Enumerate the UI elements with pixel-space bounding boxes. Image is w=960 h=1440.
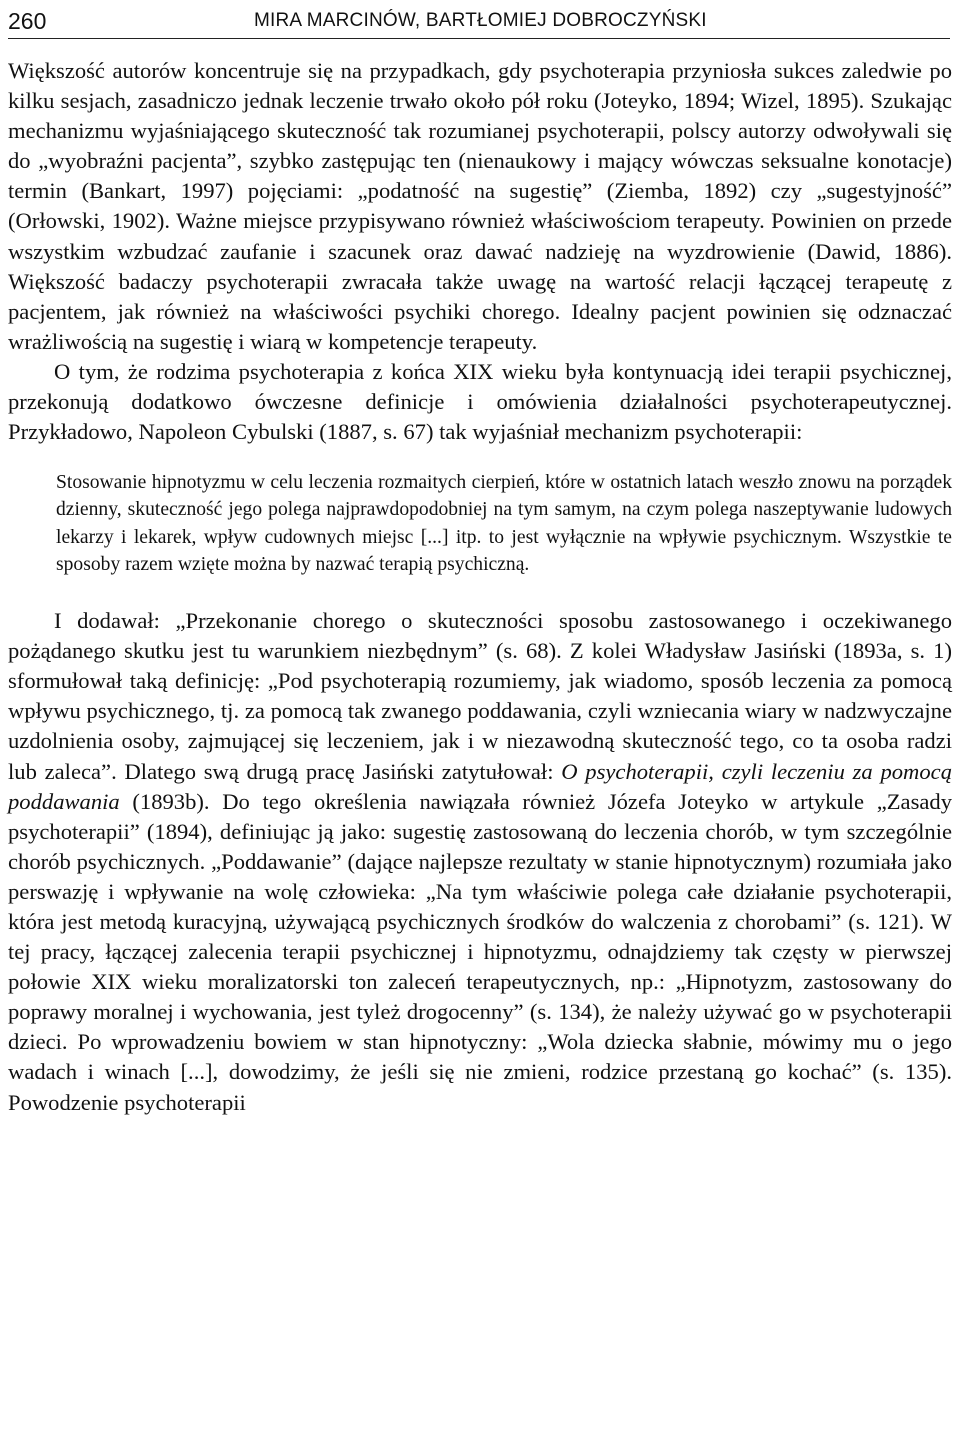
paragraph: Większość autorów koncentruje się na przypadkach, gdy psychoterapia przyniosła sukces zaledwie po kilku sesjach, zasadniczo jednak leczenie trwało około pół roku (Joteyko, 1894; Wizel, 1895). Szukając mechanizmu wyjaśniającego skuteczność tak rozumianej psychoterapii, polscy autorzy odwoływali się do „wyobraźni pacjenta”, szybko zastępując ten (nienaukowy i mający wówczas seksualne konotacje) termin (Bankart, 1997) pojęciami: „podatność na sugestię” (Ziemba, 1892) czy „sugestyjność” (Orłowski, 1902). Ważne miejsce przypisywano również właściwościom terapeuty. Powinien on przede wszystkim wzbudzać zaufanie i szacunek oraz dawać nadzieję na wyzdrowienie (Dawid, 1886). Większość badaczy psychoterapii zwracała także uwagę na wartość relacji łączącej terapeutę z pacjentem, jak również na właściwości psychiki chorego. Idealny pacjent powinien się odznaczać wrażliwością na sugestię i wiarą w kompetencje terapeuty. <box>8 58 952 354</box>
body-text <box>8 56 952 1118</box>
header-authors: MIRA MARCINÓW, BARTŁOMIEJ DOBROCZYŃSKI <box>254 10 707 31</box>
running-header <box>8 6 950 39</box>
paragraph-text: I dodawał: „Przekonanie chorego o skuteczności sposobu zastosowanego i oczekiwanego pożądanego skutku jest tu warunkiem niezbędnym” (s. 68). Z kolei Władysław Jasiński (1893a, s. 1) sformułował taką definicję: „Pod psychoterapią rozumiemy, jak wiadomo, sposób leczenia za pomocą wpływu psychicznego, tj. za pomocą tak zwanego poddawania, czyli wzniecania wiary w nadzwyczajne uzdolnienia osoby, zajmującej się leczeniem, jak i w niezawodną skuteczność tego, co ta osoba radzi lub zaleca”. Dlatego swą drugą pracę Jasiński zatytułował: <box>8 608 952 784</box>
page-number: 260 <box>8 8 47 34</box>
paragraph-text: (1893b). Do tego określenia nawiązała również Józefa Joteyko w artykule „Zasady psychoterapii” (1894), definiując ją jako: sugestię zastosowaną do leczenia chorób, w tym szczególnie chorób psychicznych. „Poddawanie” (dające najlepsze rezultaty w stanie hipnotycznym) rozumiała jako perswazję i wpływanie na wolę człowieka: „Na tym właściwie polega całe działanie psychoterapii, która jest metodą kuracyjną, używającą psychicznych środków do walczenia z chorobami” (s. 121). W tej pracy, łączącej zalecenia terapii psychicznej i hipnotyzmu, odnajdziemy tak częsty w pierwszej połowie XIX wieku moralizatorski ton zaleceń terapeutycznych, np.: „Hipnotyzm, zastosowany do poprawy moralnej i wychowania, jest tyleż drogocenny” (s. 134), że należy używać go w psychoterapii dzieci. Po wprowadzeniu bowiem w stan hipnotyczny: „Wola dziecka słabnie, mówimy mu o jego wadach i winach [...], dowodzimy, że jeśli się nie zmieni, rodzice przestaną go kochać” (s. 135). Powodzenie psychoterapii <box>8 788 952 1115</box>
paragraph <box>8 606 952 1118</box>
paragraph: O tym, że rodzima psychoterapia z końca XIX wieku była kontynuacją idei terapii psychicznej, przekonują dodatkowo ówczesne definicje i omówienia działalności psychoterapeutycznej. Przykładowo, Napoleon Cybulski (1887, s. 67) tak wyjaśniał mechanizm psychoterapii: <box>8 358 952 445</box>
italic-book-title: O psychoterapii, czyli leczeniu za pomocą poddawania <box>8 758 952 814</box>
block-quote: Stosowanie hipnotyzmu w celu leczenia rozmaitych cierpień, które w ostatnich latach weszło znowu na porządek dzienny, skuteczność jego polega najprawdopodobniej na tym samym, na czym polega naszeptywanie ludowych lekarzy i lekarek, wpływ cudownych miejsc [...] itp. to jest wyłącznie na wpływie psychicznym. Wszystkie te sposoby razem wzięte można by nazwać terapią psychiczną. <box>56 472 952 575</box>
